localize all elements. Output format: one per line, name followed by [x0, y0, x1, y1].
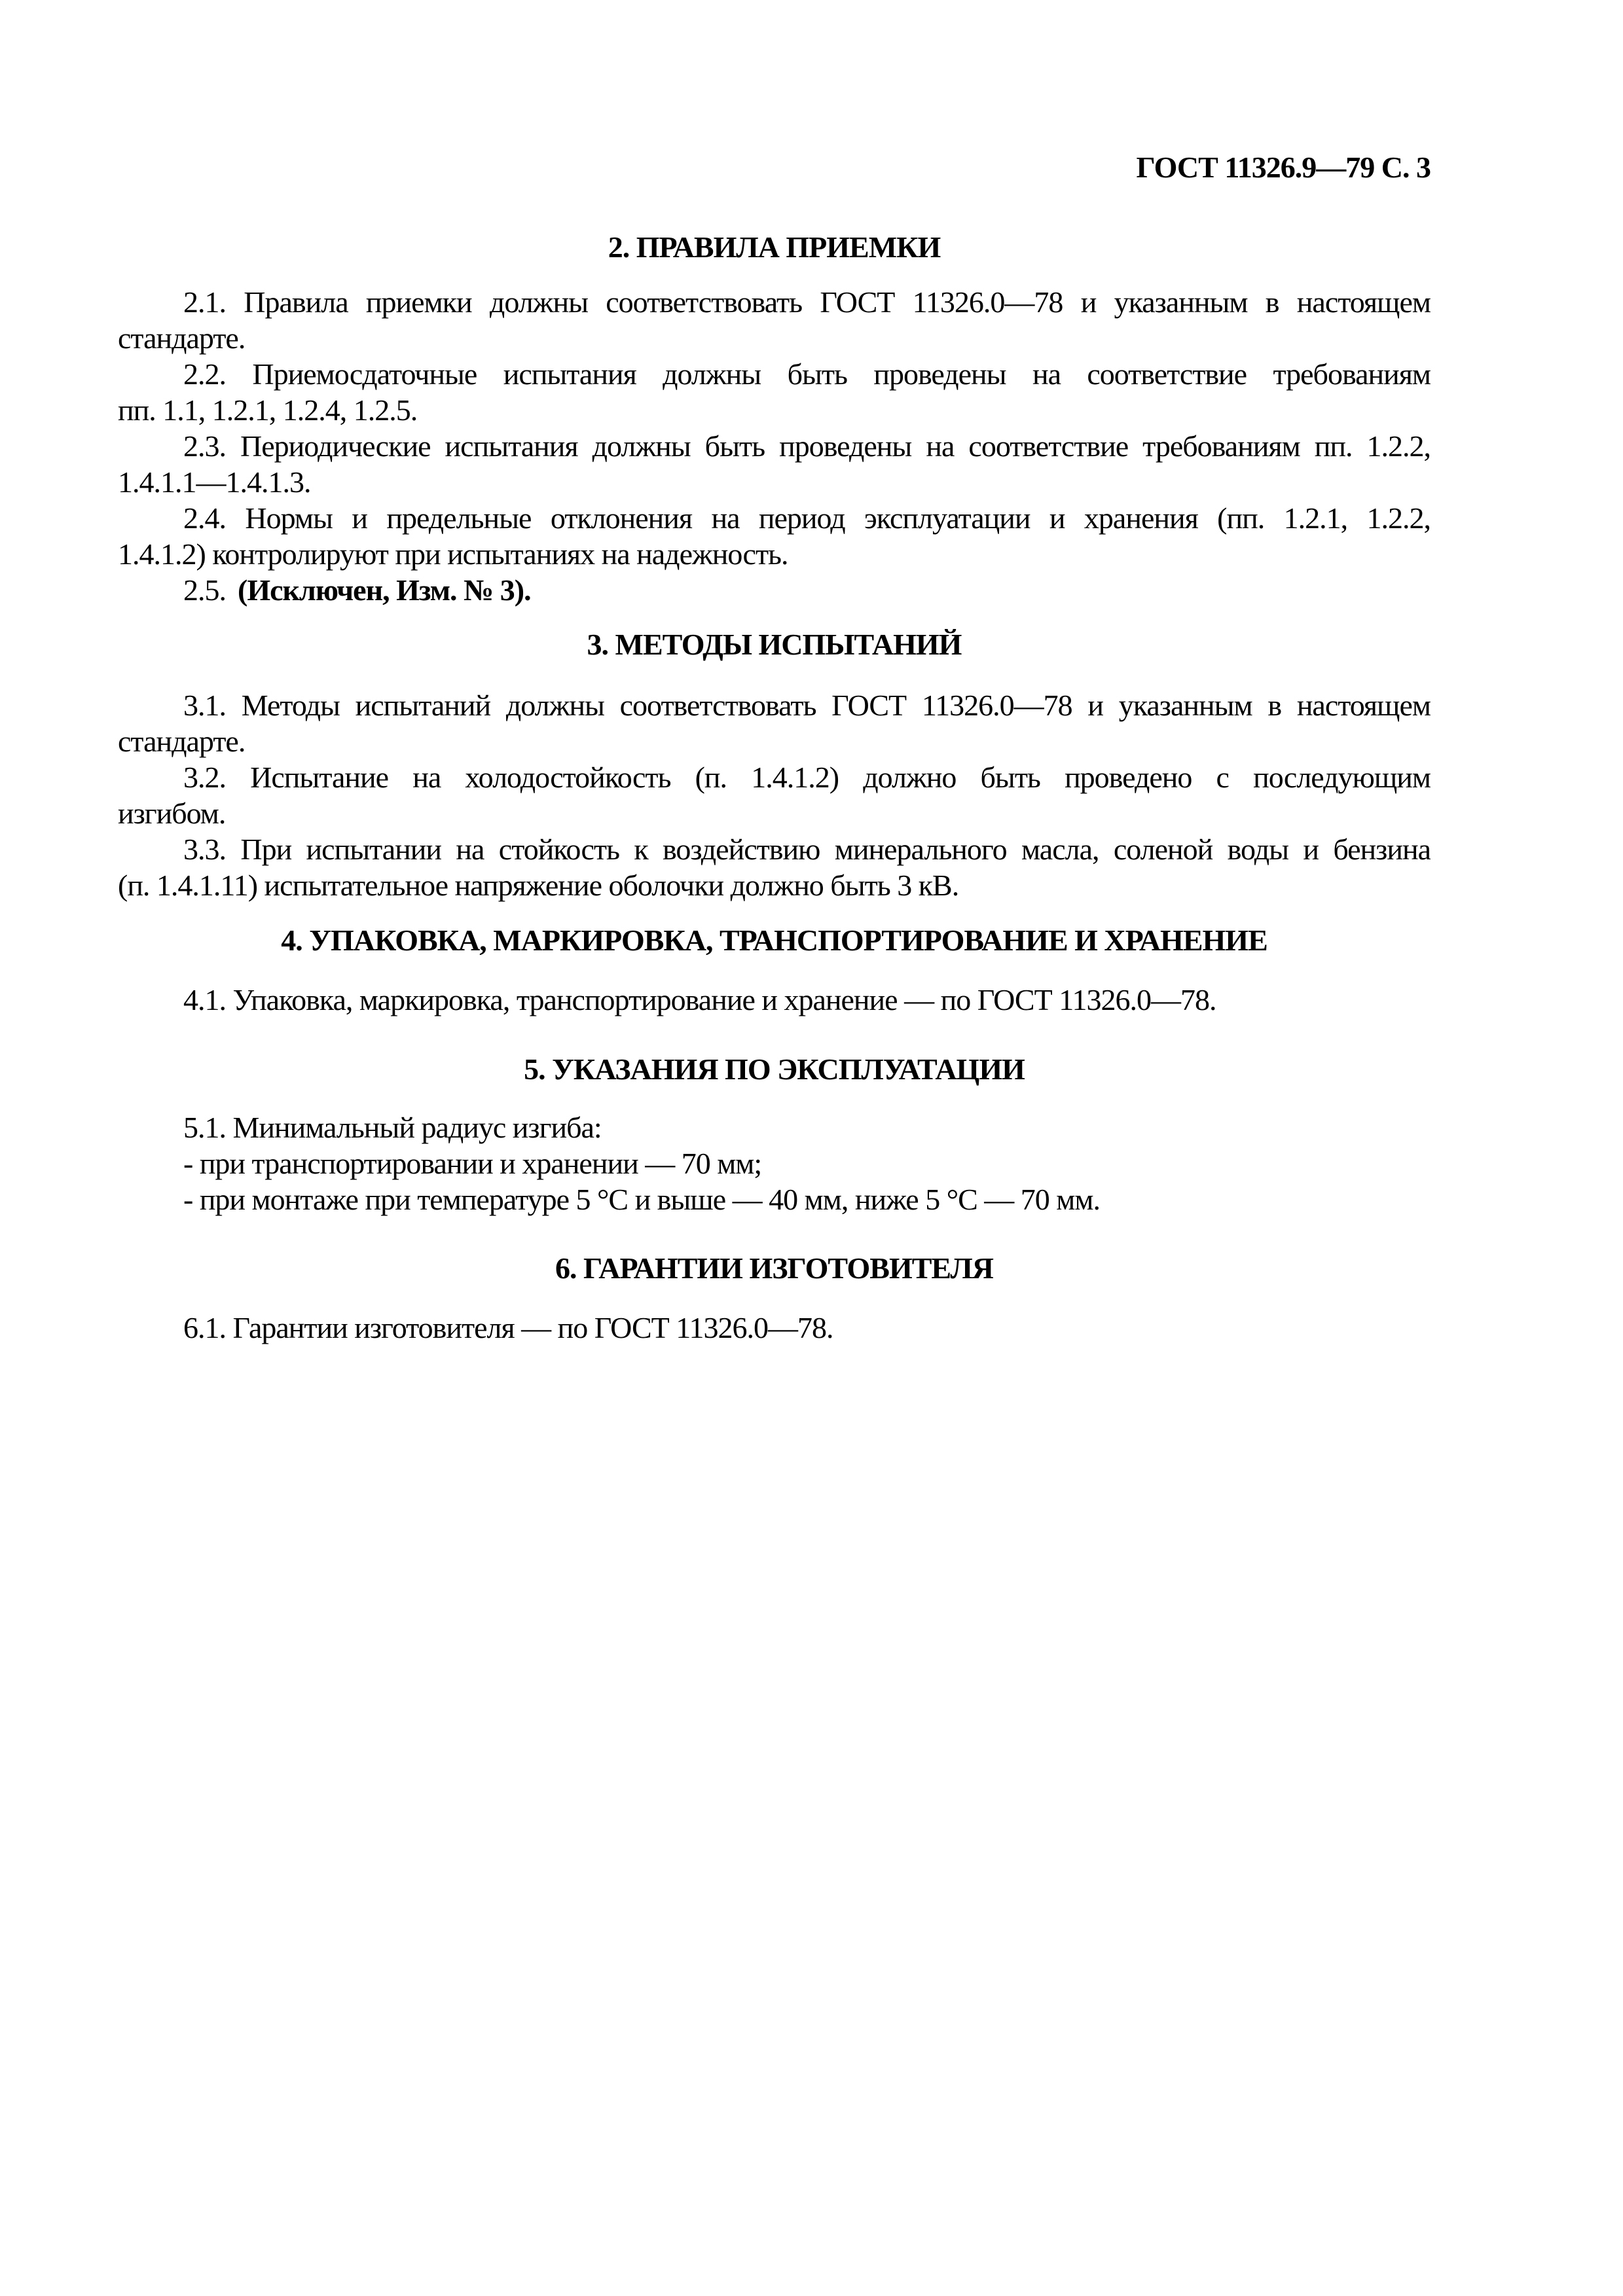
section-4-heading: 4. УПАКОВКА, МАРКИРОВКА, ТРАНСПОРТИРОВАНИЕ И ХРАНЕНИЕ — [281, 924, 1267, 957]
section-6-heading: 6. ГАРАНТИИ ИЗГОТОВИТЕЛЯ — [555, 1251, 993, 1285]
paragraph-2-4-line-2: 1.4.1.2) контролируют при испытаниях на надежность. — [118, 537, 788, 571]
paragraph-3-3 — [118, 831, 1431, 903]
section-5-heading: 5. УКАЗАНИЯ ПО ЭКСПЛУАТАЦИИ — [524, 1052, 1025, 1086]
page-header: ГОСТ 11326.9—79 С. 3 — [1136, 151, 1431, 184]
section-2-heading: 2. ПРАВИЛА ПРИЕМКИ — [608, 230, 941, 264]
paragraph-2-2-line-2: пп. 1.1, 1.2.1, 1.2.4, 1.2.5. — [118, 393, 418, 427]
paragraph-2-5-number: 2.5. — [183, 573, 226, 607]
paragraph-6-1 — [118, 1310, 1431, 1346]
paragraph-3-3-line-2: (п. 1.4.1.11) испытательное напряжение оболочки должно быть 3 кВ. — [118, 869, 959, 902]
paragraph-2-1 — [118, 284, 1431, 356]
paragraph-3-2-line-2: изгибом. — [118, 797, 226, 830]
paragraph-2-2-line-1: 2.2. Приемосдаточные испытания должны быть проведены на соответствие требованиям — [183, 357, 1431, 391]
paragraph-3-2-line-1: 3.2. Испытание на холодостойкость (п. 1.4.1.2) должно быть проведено с последующим — [183, 761, 1431, 794]
paragraph-3-1-line-1: 3.1. Методы испытаний должны соответствовать ГОСТ 11326.0—78 и указанным в настоящем — [183, 689, 1431, 722]
paragraph-3-3-line-1: 3.3. При испытании на стойкость к воздействию минерального масла, соленой воды и бензина — [183, 833, 1431, 866]
paragraph-2-1-line-2: стандарте. — [118, 321, 246, 355]
paragraph-5-1-item-1: - при транспортировании и хранении — 70 мм; — [183, 1147, 762, 1180]
paragraph-2-2 — [118, 356, 1431, 428]
paragraph-3-1 — [118, 687, 1431, 759]
paragraph-2-5 — [118, 572, 1431, 608]
paragraph-5-1-item-2: - при монтаже при температуре 5 °С и выше — 40 мм, ниже 5 °С — 70 мм. — [183, 1183, 1100, 1216]
paragraph-2-3-line-2: 1.4.1.1—1.4.1.3. — [118, 465, 311, 499]
paragraph-2-3 — [118, 428, 1431, 500]
document-content — [118, 0, 1431, 1346]
paragraph-2-1-line-1: 2.1. Правила приемки должны соответствовать ГОСТ 11326.0—78 и указанным в настоящем — [183, 285, 1431, 319]
paragraph-3-2 — [118, 759, 1431, 831]
paragraph-3-1-line-2: стандарте. — [118, 725, 246, 758]
paragraph-6-1-line-1: 6.1. Гарантии изготовителя — по ГОСТ 11326.0—78. — [183, 1311, 833, 1344]
paragraph-2-5-line-1 — [118, 572, 1431, 608]
paragraph-5-1-line-1: 5.1. Минимальный радиус изгиба: — [183, 1111, 602, 1144]
paragraph-2-4 — [118, 500, 1431, 572]
paragraph-4-1-line-1: 4.1. Упаковка, маркировка, транспортирование и хранение — по ГОСТ 11326.0—78. — [183, 983, 1216, 1016]
section-3-heading: 3. МЕТОДЫ ИСПЫТАНИЙ — [587, 628, 962, 661]
paragraph-2-5-excluded-note: (Исключен, Изм. № 3). — [238, 573, 531, 607]
paragraph-2-4-line-1: 2.4. Нормы и предельные отклонения на период эксплуатации и хранения (пп. 1.2.1, 1.2.2, — [183, 501, 1431, 535]
paragraph-5-1 — [118, 1109, 1431, 1217]
paragraph-4-1 — [118, 982, 1431, 1018]
paragraph-2-3-line-1: 2.3. Периодические испытания должны быть проведены на соответствие требованиям пп. 1.2.2, — [183, 429, 1431, 463]
